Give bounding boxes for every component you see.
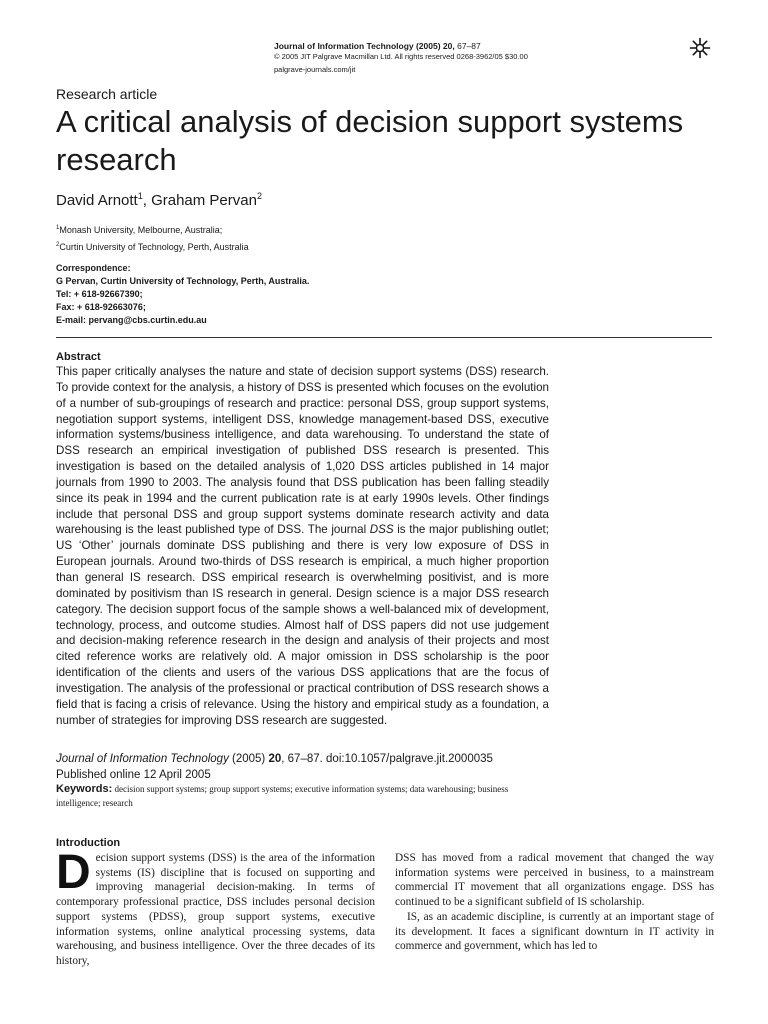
keywords [56, 782, 551, 810]
article-citation [56, 752, 576, 783]
citation-doi[interactable]: , 67–87. doi:10.1057/palgrave.jit.2000035 [281, 753, 493, 765]
citation-line: Journal of Information Technology (2005) 20, 67–87. doi:10.1057/palgrave.jit.2000035 [56, 753, 493, 765]
journal-pages: 67–87 [457, 41, 481, 51]
citation-journal: Journal of Information Technology [56, 753, 229, 765]
journal-header [274, 41, 574, 74]
article-type: Research article [56, 86, 158, 102]
author-affiliation-mark: 2 [256, 191, 262, 201]
intro-column-left: Decision support systems (DSS) is the area of the information systems (IS) discipline that is focused on supporting and improving managerial decision-making. In terms of contemporary professional practice, DSS includes personal decision support systems (PDSS), group support systems, executive information systems, online analytical processing systems, data warehousing, and business intelligence. Over the three decades of its history, [56, 846, 375, 967]
author-name[interactable]: David Arnott [56, 192, 138, 209]
journal-url[interactable]: palgrave-journals.com/jit [274, 65, 356, 74]
citation-volume: 20 [268, 753, 282, 765]
author-name[interactable]: Graham Pervan [151, 192, 257, 209]
drop-cap: D [56, 846, 91, 899]
introduction-heading: Introduction [56, 837, 121, 849]
paragraph: DSS has moved from a radical movement that changed the way information systems were perceived in business, to a mainstream commercial IT movement that all organizations engage. DSS has continued to be a significant subfield of IS scholarship. [395, 852, 714, 909]
correspondence [56, 262, 309, 327]
correspondence-fax: Fax: + 618-92663076; [56, 302, 146, 312]
journal-line: Journal of Information Technology (2005) 20, [274, 41, 455, 51]
paragraph: IS, as an academic discipline, is currently at an important stage of its development. It faces a significant downturn in IT activity in commerce and government, which has led to [395, 910, 714, 953]
correspondence-email[interactable]: E-mail: pervang@cbs.curtin.edu.au [56, 315, 207, 325]
authors: David Arnott$^1$, Graham Pervan$^2$ [56, 191, 262, 209]
correspondence-label: Correspondence: [56, 263, 131, 273]
intro-column-right [395, 851, 714, 954]
asterisk-star-icon [689, 37, 711, 59]
correspondence-name: G Pervan, Curtin University of Technology, Perth, Australia. [56, 276, 310, 286]
published-online: Published online 12 April 2005 [56, 768, 211, 781]
article-title: A critical analysis of decision support systems research [56, 104, 684, 177]
copyright-line: © 2005 JIT Palgrave Macmillan Ltd. All rights reserved 0268-3962/05 $30.00 [274, 51, 528, 61]
abstract-heading: Abstract [56, 351, 101, 363]
keywords-list: decision support systems; group support systems; executive information systems; data warehousing; business intelligence; research [56, 784, 509, 808]
affiliation-item: $^1$Monash University, Melbourne, Australia; [56, 225, 223, 235]
correspondence-tel: Tel: + 618-92667390; [56, 289, 143, 299]
affiliations [56, 221, 249, 255]
author-affiliation-mark: 1 [137, 191, 143, 201]
affiliation-item: $^2$Curtin University of Technology, Perth, Australia [56, 242, 249, 252]
keywords-label: Keywords: [56, 783, 113, 795]
abstract-text: This paper critically analyses the nature and state of decision support systems (DSS) research. To provide context for the analysis, a history of DSS is presented which focuses on the evolution of a number of sub-groupings of research and practice: personal DSS, group support systems, negotiation support systems, intelligent DSS, knowledge management-based DSS, executive information systems/business intelligence, and data warehousing. To understand the state of DSS research an empirical investigation of published DSS research is presented. This investigation is based on the detailed analysis of 1,020 DSS articles published in 14 major journals from 1990 to 2003. The analysis found that DSS publication has been falling steadily since its peak in 1994 and the current publication rate is at early 1990s levels. Other findings include that personal DSS and group support systems dominate research activity and data warehousing is the least published type of DSS. The journal DSS is the major publishing outlet; US ‘Other’ journals dominate DSS publishing and there is very low exposure of DSS in European journals. Around two-thirds of DSS research is empirical, a much higher proportion than general IS research. DSS empirical research is overwhelming positivist, and is more dominated by positivism than IS research in general. Design science is a major DSS research category. The decision support focus of the sample shows a well-balanced mix of development, technology, process, and outcome studies. Almost half of DSS papers did not use judgement and decision-making reference research in the design and analysis of their projects and most cited reference works are relatively old. A major omission in DSS scholarship is the poor identification of the clients and users of the various DSS applications that are the focus of investigation. The analysis of the professional or practical contribution of DSS research shows a field that is facing a crisis of relevance. Using the history and empirical study as a foundation, a number of strategies for improving DSS research are suggested. [56, 365, 549, 727]
section-divider [56, 337, 712, 338]
journal-citation-line [274, 41, 574, 52]
